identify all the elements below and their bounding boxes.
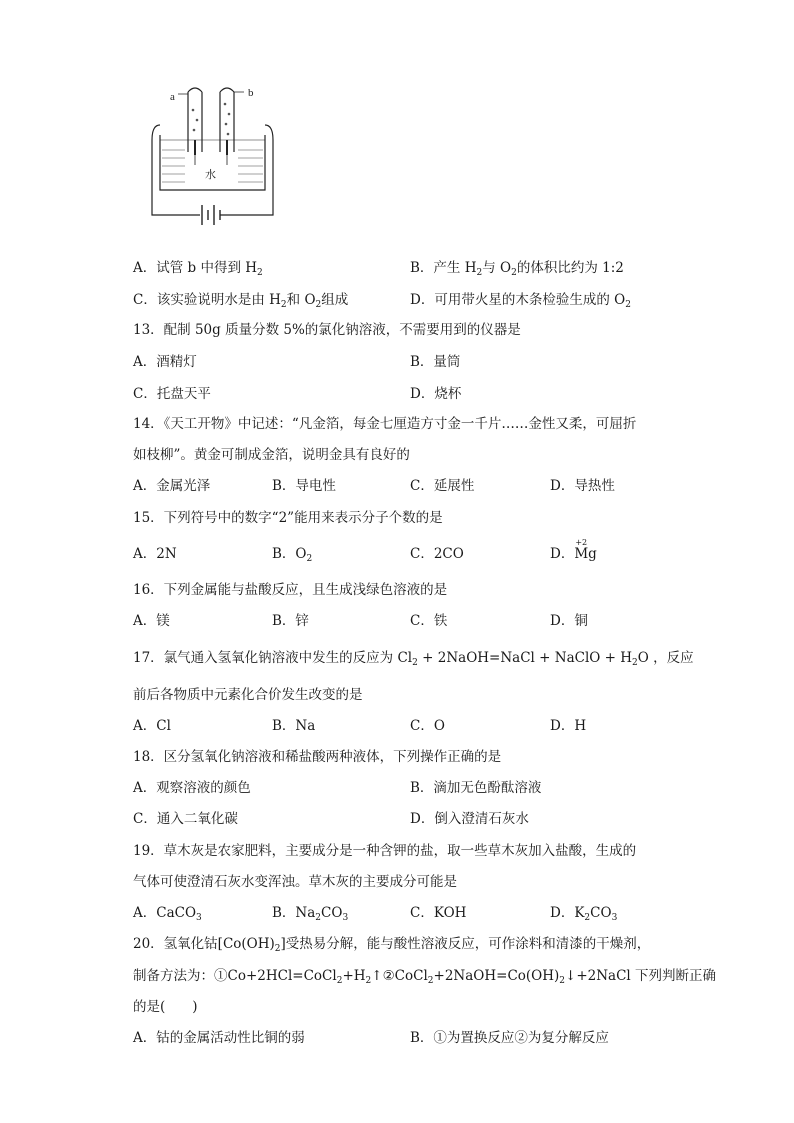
option-letter: C． [410,905,434,921]
q20-option-a[interactable] [133,1026,305,1046]
q13-option-c[interactable] [133,382,211,402]
option-letter: D． [550,905,575,921]
q15-option-a[interactable] [133,542,177,562]
option-letter: D． [550,546,575,562]
q17-stem-line2: 前后各物质中元素化合价发生改变的是 [133,687,363,703]
stem-text: + 2NaOH=NaCl + NaClO + H [417,650,633,666]
q20-stem-line2 [133,964,716,984]
option-text: 铜 [574,613,588,629]
stem-text: +2NaOH=Co(OH) [433,968,560,984]
option-text: 镁 [156,613,170,629]
q14-option-d[interactable] [550,474,615,494]
subscript: 2 [336,976,343,986]
option-text: 该实验说明水是由 H [156,292,281,308]
option-letter: C． [133,386,157,402]
q15-stem: 15．下列符号中的数字“2”能用来表示分子个数的是 [133,510,443,526]
subscript: 3 [196,913,202,923]
option-letter: B． [272,478,296,494]
option-letter: B． [272,718,296,734]
subscript: 2 [632,658,638,668]
option-letter: C． [133,811,157,827]
q12-option-a[interactable] [133,256,263,276]
option-letter: C． [410,546,434,562]
q19-option-c[interactable] [410,901,466,921]
q18-stem: 18．区分氢氧化钠溶液和稀盐酸两种液体，下列操作正确的是 [133,749,502,765]
subscript: 3 [611,913,618,923]
option-text: ①为置换反应②为复分解反应 [433,1030,609,1046]
option-text: 导电性 [295,478,336,494]
option-letter: B． [272,546,296,562]
stem-text: O ，反应 [637,650,694,666]
stem-text: ↑②CoCl [371,968,428,984]
subscript: 2 [274,944,281,954]
q13-option-d[interactable] [410,382,461,402]
option-letter: B． [410,354,434,370]
option-text: 与 O [482,260,512,276]
option-text: O [295,546,307,562]
q14-option-c[interactable] [410,474,474,494]
option-letter: D． [410,386,435,402]
option-letter: C． [410,613,434,629]
option-text: Na [295,718,316,734]
subscript: 2 [625,300,631,310]
q17-option-d[interactable] [550,714,586,734]
option-text: Na [295,905,316,921]
q15-option-b[interactable] [272,542,312,562]
q19-stem-line2: 气体可使澄清石灰水变浑浊。草木灰的主要成分可能是 [133,874,457,890]
option-text: Cl [156,718,171,734]
option-text: 的体积比约为 1:2 [516,260,624,276]
subscript: 2 [476,268,483,278]
option-letter: B． [410,260,434,276]
option-letter: A． [133,905,157,921]
option-text: O [433,718,445,734]
electrolysis-apparatus-diagram [140,80,280,230]
option-letter: A． [133,780,157,796]
option-text: 导热性 [574,478,615,494]
subscript: 2 [306,554,313,564]
option-letter: A． [133,1030,157,1046]
q16-stem: 16．下列金属能与盐酸反应，且生成浅绿色溶液的是 [133,582,448,598]
subscript: 2 [257,268,263,278]
option-text: Mg [574,546,597,562]
q13-option-b[interactable] [410,350,460,370]
option-letter: C． [133,292,157,308]
subscript: 3 [342,913,349,923]
tube-b-label: b [248,87,254,99]
q19-option-a[interactable] [133,901,202,921]
option-text: 通入二氧化碳 [156,811,238,827]
q12-option-d[interactable] [410,288,631,308]
subscript: 2 [280,300,287,310]
q17-stem-line1 [133,646,694,666]
option-letter: A． [133,718,157,734]
q14-option-a[interactable] [133,474,210,494]
option-text: 锌 [295,613,309,629]
stem-text: ↓+2NaCl 下列判断正确 [565,968,717,984]
stem-text: ]受热易分解，能与酸性溶液反应，可作涂料和清漆的干燥剂， [280,936,651,952]
q17-option-b[interactable] [272,714,315,734]
option-text: 倒入澄清石灰水 [434,811,529,827]
option-text: K [574,905,585,921]
stem-text: 制备方法为：①Co+2HCl=CoCl [133,968,337,984]
q18-option-d[interactable] [410,807,529,827]
q15-option-c[interactable] [410,542,464,562]
option-letter: A． [133,613,157,629]
option-letter: D． [410,292,435,308]
option-letter: C． [410,718,434,734]
option-letter: A． [133,478,157,494]
option-text: 试管 b 中得到 H [156,260,258,276]
stem-text: +H [342,968,366,984]
option-text: 烧杯 [434,386,462,402]
option-text: 观察溶液的颜色 [156,780,251,796]
q14-stem-line1: 14．《天工开物》中记述：“凡金箔，每金七厘造方寸金一千片……金性又柔，可屈折 [133,416,637,432]
option-text: CaCO [156,905,197,921]
option-text: 铁 [433,613,448,629]
subscript: 2 [365,976,372,986]
valence-charge: +2 [575,538,588,547]
option-letter: D． [410,811,435,827]
q19-option-d[interactable] [550,901,617,921]
q16-option-b[interactable] [272,609,309,629]
q19-option-b[interactable] [272,901,348,921]
q13-option-a[interactable] [133,350,197,370]
option-text: 2N [156,546,177,562]
q16-option-d[interactable] [550,609,588,629]
option-letter: A． [133,546,157,562]
option-text: KOH [433,905,467,921]
option-letter: B． [272,905,296,921]
option-text: 可用带火星的木条检验生成的 O [434,292,626,308]
mg-valence-symbol [574,538,597,562]
q14-option-b[interactable] [272,474,336,494]
option-text: 组成 [321,292,349,308]
stem-text: 20．氢氧化钴[Co(OH) [133,936,275,952]
q18-option-a[interactable] [133,776,251,796]
option-text: H [574,718,587,734]
option-text: 托盘天平 [156,386,211,402]
option-text: 酒精灯 [156,354,197,370]
option-text: CO [321,905,343,921]
q15-option-d[interactable] [550,538,597,562]
option-letter: B． [410,1030,434,1046]
option-text: 金属光泽 [156,478,211,494]
option-letter: C． [410,478,434,494]
option-letter: D． [550,478,575,494]
option-text: 和 O [286,292,316,308]
q12-option-b[interactable] [410,256,624,276]
q14-stem-line2: 如枝柳”。黄金可制成金箔，说明金具有良好的 [133,447,410,463]
option-text: 2CO [433,546,464,562]
option-text: 钴的金属活动性比铜的弱 [156,1030,305,1046]
q17-option-a[interactable] [133,714,171,734]
option-letter: D． [550,613,575,629]
subscript: 2 [559,976,566,986]
water-label: 水 [205,168,216,181]
q20-stem-line3: 的是( ) [133,999,198,1015]
option-letter: D． [550,718,575,734]
q16-option-c[interactable] [410,609,447,629]
q20-option-b[interactable] [410,1026,609,1046]
subscript: 2 [315,913,322,923]
option-text: CO [590,905,612,921]
tube-a-label: a [170,91,175,103]
q18-option-c[interactable] [133,807,238,827]
subscript: 2 [584,913,591,923]
q13-stem: 13．配制 50g 质量分数 5%的氯化钠溶液，不需要用到的仪器是 [133,322,521,338]
option-letter: B． [410,780,434,796]
subscript: 2 [315,300,322,310]
option-letter: B． [272,613,296,629]
stem-text: 17．氯气通入氢氧化钠溶液中发生的反应为 Cl [133,650,413,666]
option-letter: A． [133,260,157,276]
option-text: 延展性 [433,478,475,494]
option-text: 滴加无色酚酞溶液 [433,780,542,796]
q12-option-c[interactable] [133,288,348,308]
option-text: 量筒 [433,354,461,370]
subscript: 2 [412,658,418,668]
q17-option-c[interactable] [410,714,445,734]
option-letter: A． [133,354,157,370]
option-text: 产生 H [433,260,477,276]
q16-option-a[interactable] [133,609,170,629]
q19-stem-line1: 19．草木灰是农家肥料，主要成分是一种含钾的盐，取一些草木灰加入盐酸，生成的 [133,843,637,859]
subscript: 2 [511,268,517,278]
q20-stem-line1 [133,932,650,952]
q18-option-b[interactable] [410,776,541,796]
subscript: 2 [427,976,434,986]
